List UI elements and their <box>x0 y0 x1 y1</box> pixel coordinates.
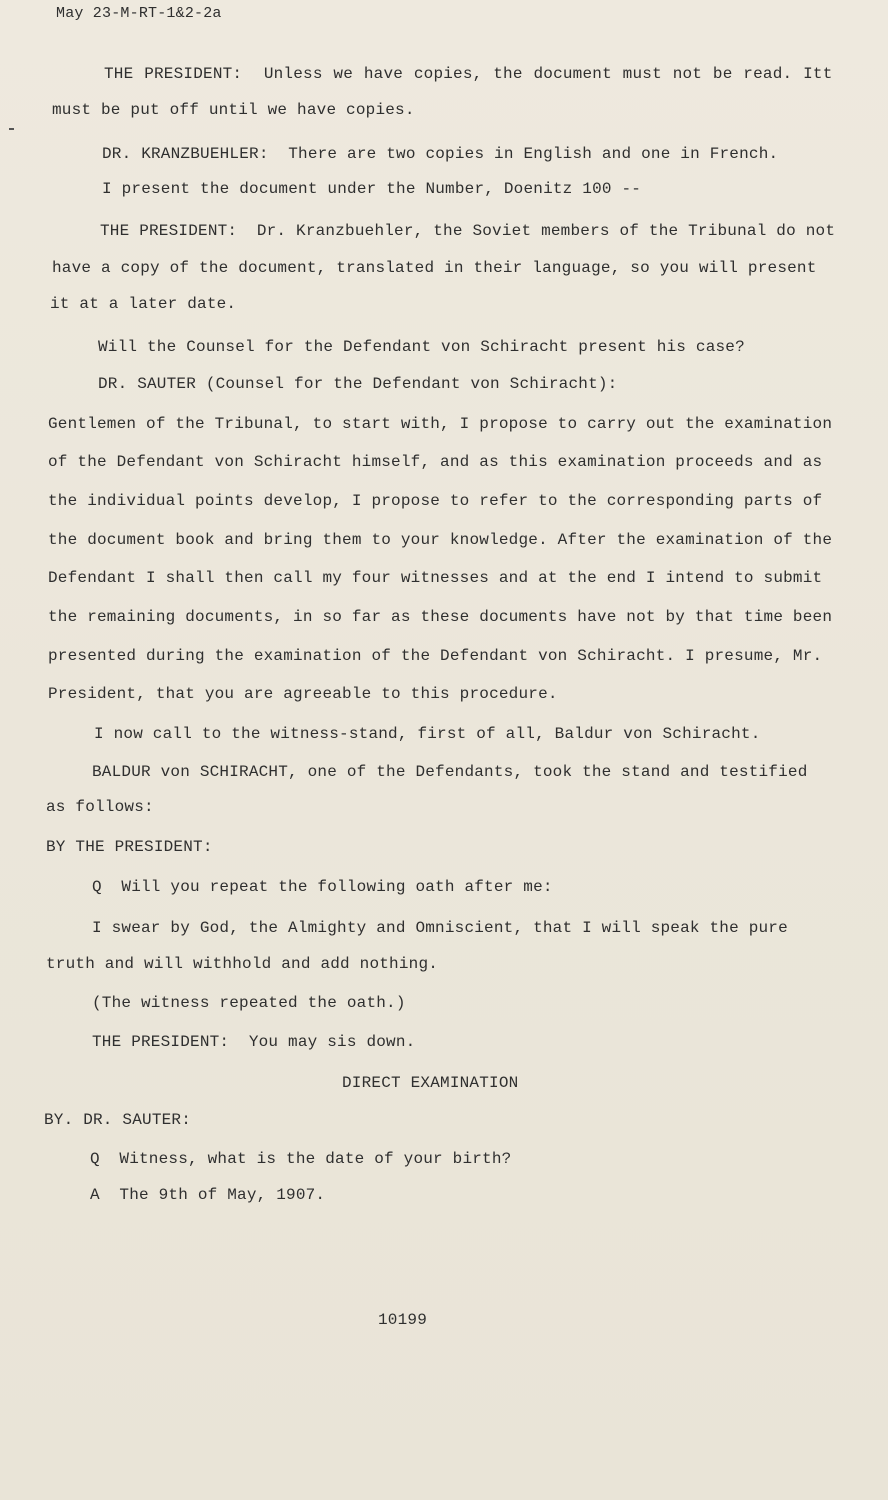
text-line: as follows: <box>46 798 154 816</box>
text-line: THE PRESIDENT: Unless we have copies, the document must not be read. Itt <box>104 65 833 83</box>
text-line: Q Witness, what is the date of your birth? <box>90 1150 512 1168</box>
text-line: the document book and bring them to your knowledge. After the examination of the <box>48 531 833 549</box>
text-line: DR. SAUTER (Counsel for the Defendant von Schiracht): <box>98 375 618 393</box>
section-heading: DIRECT EXAMINATION <box>342 1074 519 1092</box>
text-line: DR. KRANZBUEHLER: There are two copies in English and one in French. <box>102 145 779 163</box>
text-line: Gentlemen of the Tribunal, to start with, I propose to carry out the examination <box>48 415 833 433</box>
text-line: President, that you are agreeable to this procedure. <box>48 685 558 703</box>
text-line: Will the Counsel for the Defendant von Schiracht present his case? <box>98 338 745 356</box>
text-line: presented during the examination of the Defendant von Schiracht. I presume, Mr. <box>48 647 823 665</box>
text-line: BY. DR. SAUTER: <box>44 1111 192 1129</box>
text-line: BY THE PRESIDENT: <box>46 838 213 856</box>
text-line: I present the document under the Number, Doenitz 100 -- <box>102 180 642 198</box>
document-reference: May 23-M-RT-1&2-2a <box>56 5 222 22</box>
margin-mark <box>9 128 14 130</box>
text-line: THE PRESIDENT: You may sis down. <box>92 1033 416 1051</box>
text-line: A The 9th of May, 1907. <box>90 1186 326 1204</box>
text-line: Q Will you repeat the following oath after me: <box>92 878 553 896</box>
text-line: have a copy of the document, translated in their language, so you will present <box>52 259 817 277</box>
text-line: THE PRESIDENT: Dr. Kranzbuehler, the Soviet members of the Tribunal do not <box>100 222 836 240</box>
text-line: of the Defendant von Schiracht himself, and as this examination proceeds and as <box>48 453 823 471</box>
text-line: I now call to the witness-stand, first of all, Baldur von Schiracht. <box>94 725 761 743</box>
page-number: 10199 <box>378 1311 428 1329</box>
text-line: Defendant I shall then call my four witnesses and at the end I intend to submit <box>48 569 823 587</box>
text-line: truth and will withhold and add nothing. <box>46 955 439 973</box>
text-line: the remaining documents, in so far as these documents have not by that time been <box>48 608 833 626</box>
text-line: (The witness repeated the oath.) <box>92 994 406 1012</box>
text-line: I swear by God, the Almighty and Omniscient, that I will speak the pure <box>92 919 788 937</box>
text-line: must be put off until we have copies. <box>52 101 415 119</box>
text-line: the individual points develop, I propose to refer to the corresponding parts of <box>48 492 823 510</box>
text-line: BALDUR von SCHIRACHT, one of the Defendants, took the stand and testified <box>92 763 808 781</box>
text-line: it at a later date. <box>50 295 237 313</box>
